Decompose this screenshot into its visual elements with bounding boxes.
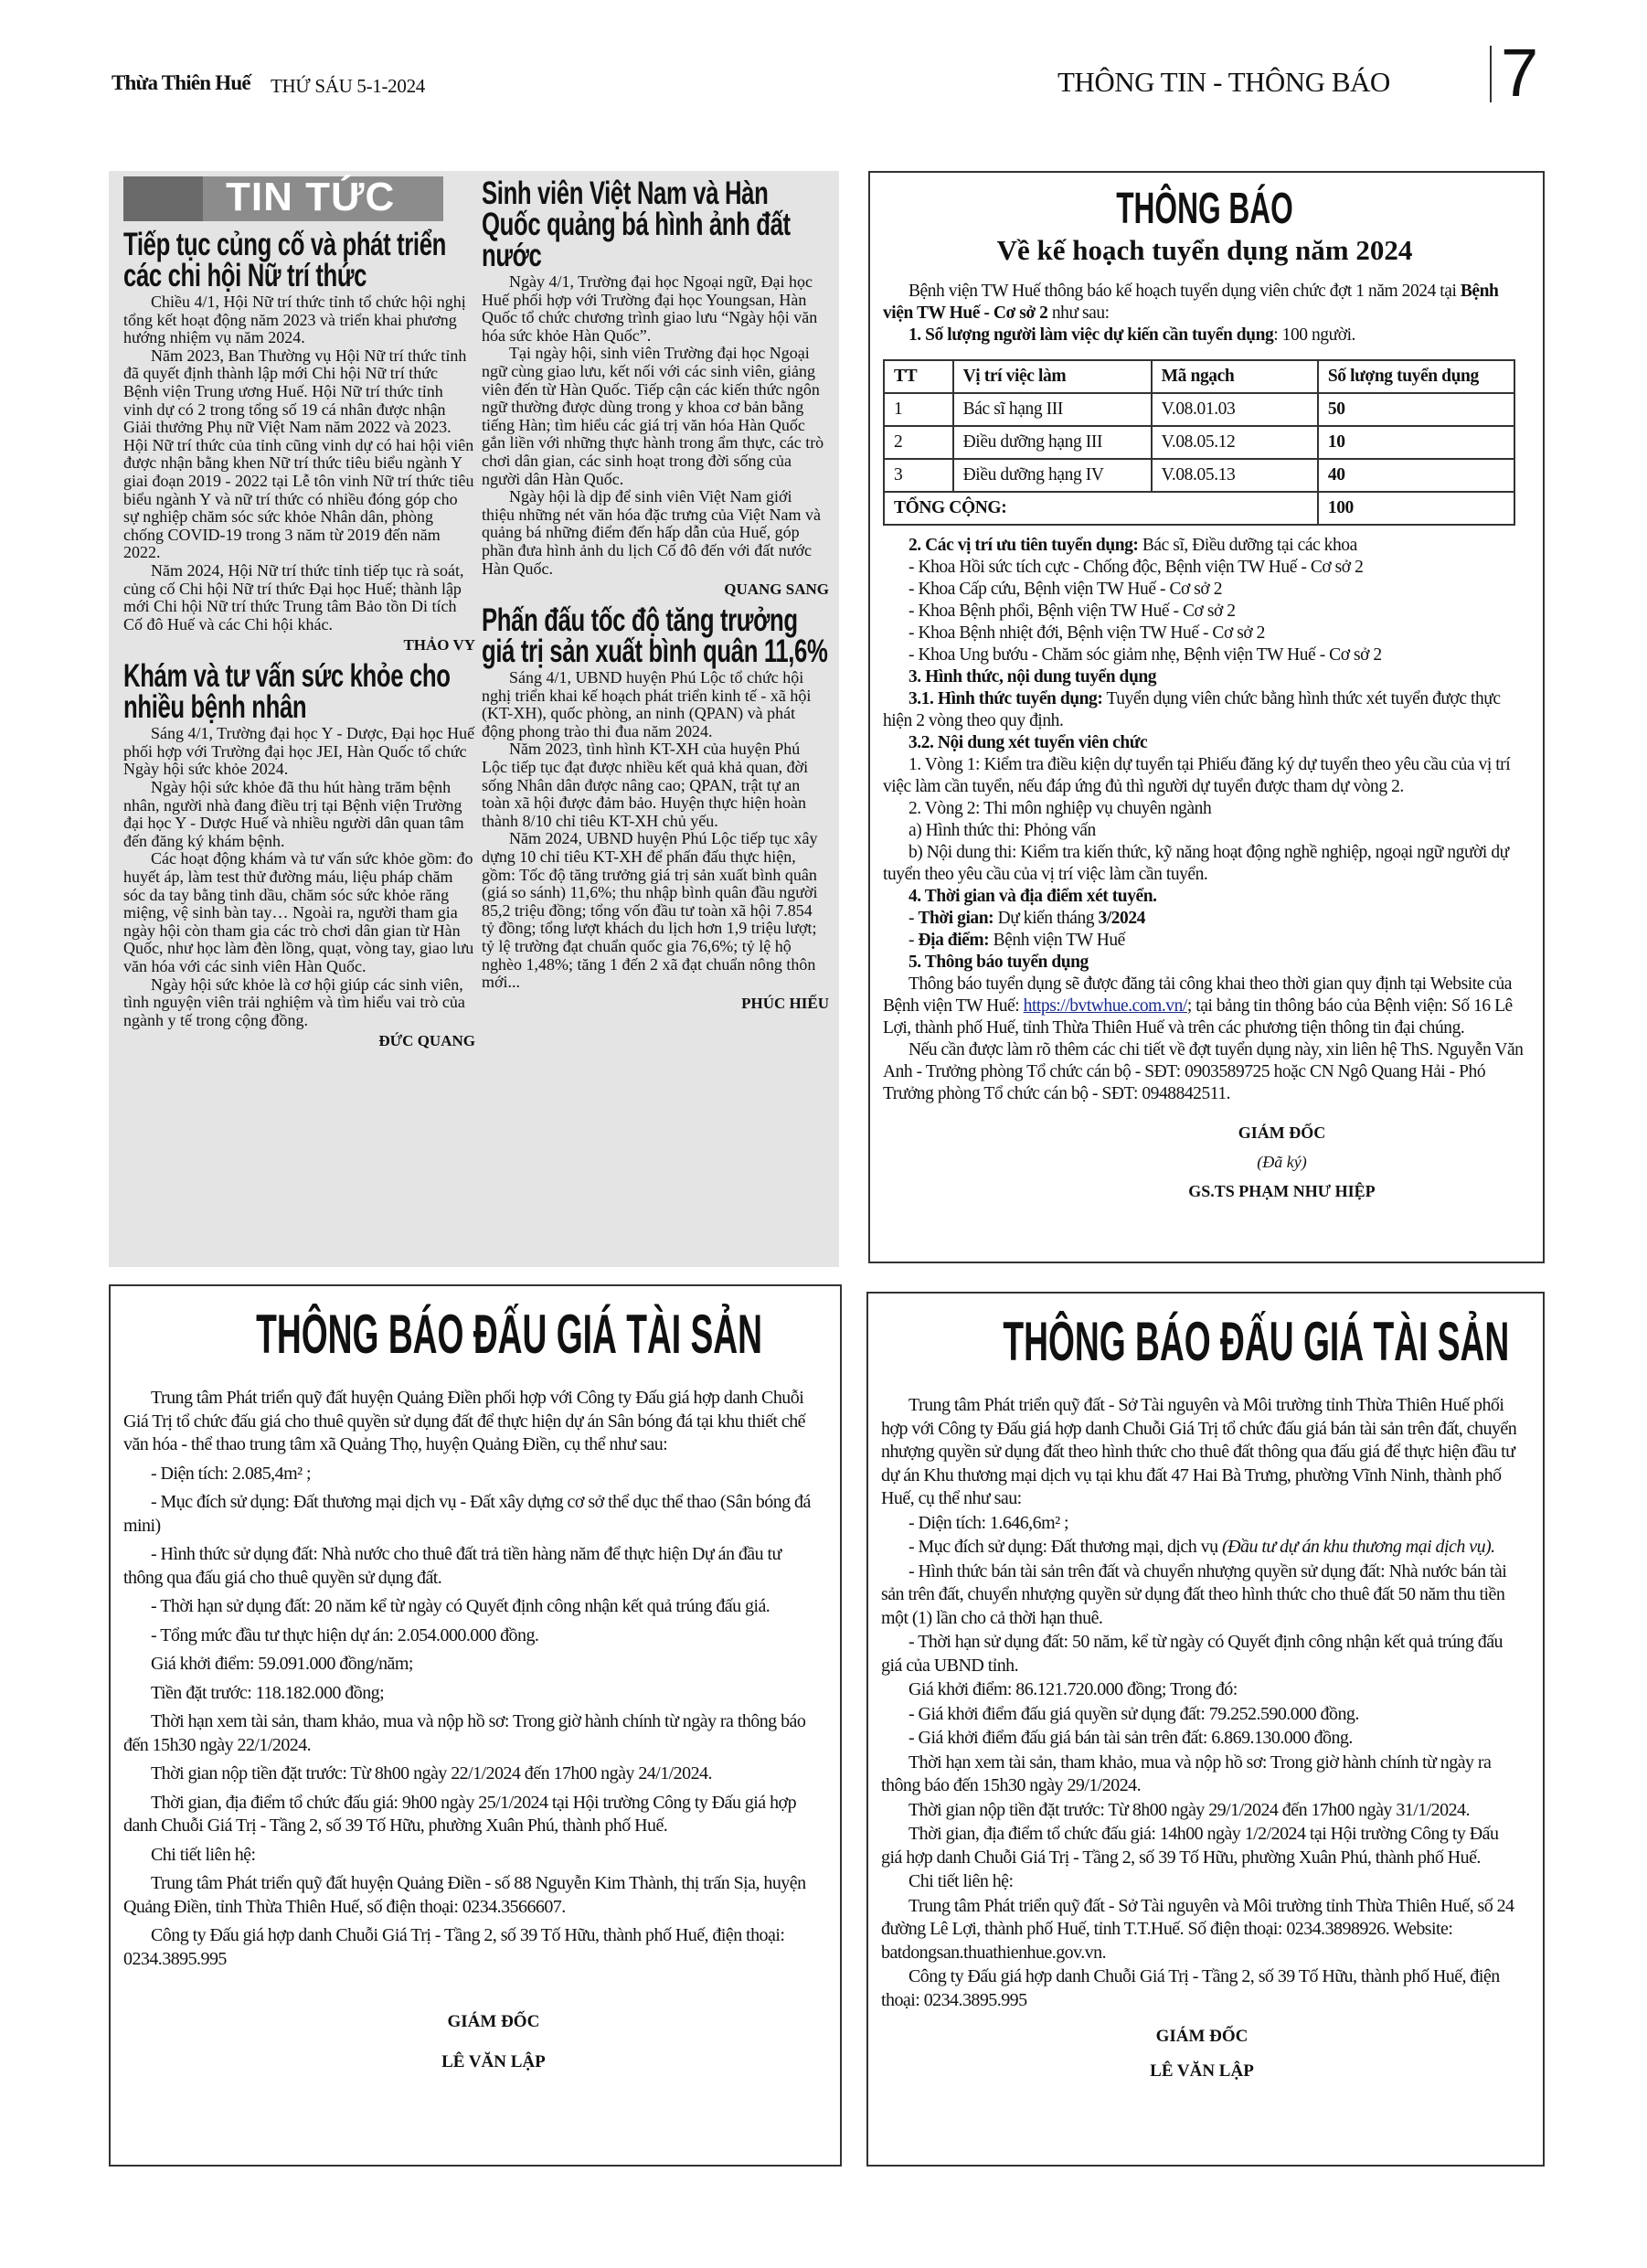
paragraph [881, 1631, 1523, 1677]
paragraph [123, 1653, 822, 1677]
signature-name: LÊ VĂN LẬP [441, 2052, 546, 2071]
paragraph [883, 886, 1526, 908]
paragraph [123, 1710, 822, 1757]
text-segment: Thời gian, địa điểm tổ chức đấu giá: 14h00 ngày 1/2/2024 tại Hội trường Công ty Đấu giá hợp danh Chuỗi Giá Trị - Tầng 2, số 39 Tố Hữu, phường Xuân Phú, thành phố Huế. [881, 1824, 1499, 1868]
text-segment: Thời gian, địa điểm tổ chức đấu giá: 9h00 ngày 25/1/2024 tại Hội trường Công ty Đấu giá hợp danh Chuỗi Giá Trị - Tầng 2, số 39 Tố Hữu, phường Xuân Phú, thành phố Huế. [123, 1792, 797, 1836]
paragraph [123, 1792, 822, 1838]
table-cell: 1 [884, 393, 953, 426]
table-cell: Điều dưỡng hạng IV [953, 459, 1152, 492]
paragraph [881, 1799, 1523, 1823]
paragraph [881, 1870, 1523, 1894]
table-row [884, 426, 1514, 459]
notice-title: THÔNG BÁO [1116, 185, 1293, 233]
paragraph [883, 974, 1526, 1039]
text-segment: 3.2. Nội dung xét tuyển viên chức [909, 733, 1148, 752]
article-paragraph: Ngày 4/1, Trường đại học Ngoại ngữ, Đại học Huế phối hợp với Trường đại học Youngsan, Hàn Quốc tổ chức chương trình giao lưu “Ngày hội văn hóa sức khỏe Hàn Quốc”. [482, 272, 818, 345]
auction-notice-right [866, 1292, 1545, 2167]
news-label-banner [123, 176, 443, 221]
paragraph [123, 1844, 822, 1868]
text-segment: Trung tâm Phát triển quỹ đất huyện Quảng Điền phối hợp với Công ty Đấu giá hợp danh Chuỗi Giá Trị tổ chức đấu giá cho thuê quyền sử dụng đất để thực hiện dự án Sân bóng đá tại khu thiết chế văn hóa - thể thao trung tâm xã Quảng Thọ, huyện Quảng Điền, cụ thể như sau: [123, 1388, 805, 1454]
paragraph [123, 1387, 822, 1457]
page-number: 7 [1501, 35, 1539, 111]
article-byline: PHÚC HIẾU [741, 994, 829, 1012]
text-segment: - Tổng mức đầu tư thực hiện dự án: 2.054.000.000 đồng. [151, 1624, 539, 1645]
table-cell: V.08.05.12 [1152, 426, 1318, 459]
text-segment: Dự kiến tháng [994, 909, 1099, 928]
table-total-value: 100 [1318, 492, 1514, 525]
paragraph [883, 688, 1526, 732]
table-header-cell: Vị trí việc làm [953, 360, 1152, 393]
section-title: THÔNG TIN - THÔNG BÁO [1057, 66, 1390, 98]
paragraph [881, 1895, 1523, 1965]
auction-title: THÔNG BÁO ĐẤU GIÁ TÀI SẢN [256, 1304, 763, 1365]
paragraph [881, 1703, 1523, 1727]
paragraph [881, 1965, 1523, 2012]
paragraph [883, 754, 1526, 798]
text-segment: 3.1. Hình thức tuyển dụng: [909, 689, 1103, 708]
table-cell: Điều dưỡng hạng III [953, 426, 1152, 459]
paragraph [883, 325, 1526, 346]
text-segment: 3/2024 [1098, 909, 1145, 928]
table-cell: V.08.05.13 [1152, 459, 1318, 492]
article-paragraph: Năm 2023, tình hình KT-XH của huyện Phú Lộc tiếp tục đạt được nhiều kết quả khả quan, đời sống Nhân dân được nâng cao; QPAN, trật tự an toàn xã hội được đảm bảo. Huyện thực hiện hoàn thành 8/10 chỉ tiêu KT-XH chủ yếu. [482, 740, 809, 830]
text-segment: Bệnh viện TW Huế thông báo kế hoạch tuyển dụng viên chức đợt 1 năm 2024 tại [909, 282, 1461, 301]
text-segment: - Giá khởi điểm đấu giá bán tài sản trên đất: 6.869.130.000 đồng. [909, 1728, 1353, 1748]
issue-date: THỨ SÁU 5-1-2024 [271, 75, 425, 97]
paragraph [123, 1872, 822, 1919]
paragraph [881, 1678, 1523, 1702]
text-segment: - Mục đích sử dụng: Đất thương mại, dịch vụ [909, 1537, 1223, 1557]
article-paragraph: Tại ngày hội, sinh viên Trường đại học Ngoại ngữ cùng giao lưu, kết nối với các sinh viên, giảng viên đến từ Hàn Quốc. Tiếp cận các kiến thức ngôn ngữ thường được dùng trong y khoa cơ bản bằng tiếng Hàn; tìm hiểu các giá trị văn hóa Hàn Quốc gắn liền với những thực hành trong ẩm thực, các trò chơi dân gian, các sinh hoạt trong đời sống của người dân Hàn Quốc. [482, 344, 824, 488]
text-segment: Thời hạn xem tài sản, tham khảo, mua và nộp hồ sơ: Trong giờ hành chính từ ngày ra thông báo đến 15h30 ngày 29/1/2024. [881, 1752, 1492, 1795]
table-cell: 2 [884, 426, 953, 459]
paragraph [883, 281, 1526, 325]
signature-block [1106, 2019, 1299, 2089]
paragraph [123, 1595, 822, 1619]
article-byline: THẢO VY [403, 636, 475, 655]
signature-role: GIÁM ĐỐC [1155, 2027, 1249, 2046]
paragraph [123, 1491, 822, 1538]
recruitment-table [883, 359, 1515, 526]
news-column-right [482, 178, 829, 1019]
paragraph [881, 1823, 1523, 1869]
text-segment: Giá khởi điểm: 59.091.000 đồng/năm; [151, 1654, 413, 1674]
news-column-left [123, 229, 475, 1057]
text-segment: - [909, 909, 919, 928]
article [123, 658, 475, 1051]
auction-title: THÔNG BÁO ĐẤU GIÁ TÀI SẢN [1003, 1311, 1510, 1372]
table-total-row [884, 492, 1514, 525]
article [482, 178, 829, 600]
article-paragraph: Ngày hội sức khỏe đã thu hút hàng trăm bệnh nhân, người nhà đang điều trị tại Bệnh viện Trường đại học Y - Dược Huế và nhiều người dân quan tâm đến đăng ký khám bệnh. [123, 778, 464, 850]
paragraph [883, 601, 1526, 623]
notice-subtitle: Về kế hoạch tuyển dụng năm 2024 [996, 234, 1413, 266]
text-segment: Bác sĩ, Điều dưỡng tại các khoa [1138, 536, 1357, 555]
paragraph [883, 1039, 1526, 1105]
article-headline: Sinh viên Việt Nam và Hàn Quốc quảng bá hình ảnh đất nước [482, 176, 791, 273]
text-segment: 4. Thời gian và địa điểm xét tuyển. [909, 887, 1157, 906]
paragraph [881, 1512, 1523, 1536]
website-link[interactable]: https://bvtwhue.com.vn/ [1023, 996, 1187, 1016]
paragraph [883, 623, 1526, 644]
text-segment: ; tại bảng tin thông báo của Bệnh viện: Số 16 Lê Lợi, thành phố Huế, tỉnh Thừa Thiên Huế và trên các phương tiện thông tin đại chúng. [883, 996, 1513, 1038]
table-total-label: TỔNG CỘNG: [884, 492, 1318, 525]
text-segment: - Hình thức sử dụng đất: Nhà nước cho thuê đất trả tiền hàng năm để thực hiện Dự án đầu tư thông qua đấu giá cho thuê quyền sử dụng đất. [123, 1544, 781, 1588]
banner-dark-block [123, 176, 203, 221]
signature-note: (Đã ký) [1257, 1153, 1307, 1171]
paragraph [883, 666, 1526, 688]
article [123, 229, 475, 655]
text-segment: - Mục đích sử dụng: Đất thương mại dịch vụ - Đất xây dựng cơ sở thể dục thể thao (Sân bóng đá mini) [123, 1492, 811, 1536]
text-segment: - Khoa Bệnh phổi, Bệnh viện TW Huế - Cơ sở 2 [909, 602, 1236, 621]
table-header-cell: TT [884, 360, 953, 393]
text-segment: a) Hình thức thi: Phỏng vấn [909, 821, 1096, 840]
table-cell: V.08.01.03 [1152, 393, 1318, 426]
text-segment: Giá khởi điểm: 86.121.720.000 đồng; Trong đó: [909, 1679, 1238, 1699]
text-segment: 1. Số lượng người làm việc dự kiến cần tuyển dụng [909, 325, 1274, 345]
text-segment: Tuyển dụng viên chức bằng hình thức xét tuyển được thực hiện 2 vòng theo quy định. [883, 689, 1501, 730]
notice-intro [883, 281, 1526, 346]
text-segment: Tiền đặt trước: 118.182.000 đồng; [151, 1682, 385, 1703]
text-segment: Trung tâm Phát triển quỹ đất - Sở Tài nguyên và Môi trường tỉnh Thừa Thiên Huế phối hợp với Công ty Đấu giá hợp danh Chuỗi Giá Trị tổ chức đấu giá bán tài sản trên đất, chuyển nhượng quyền sử dụng đất theo hình thức cho thuê đất thông qua đấu giá để thực hiện đầu tư dự án Khu thương mại dịch vụ tại khu đất 47 Hai Bà Trưng, phường Vĩnh Ninh, thành phố Huế, cụ thể như sau: [881, 1395, 1517, 1508]
text-segment: Chi tiết liên hệ: [151, 1844, 256, 1865]
paragraph [883, 644, 1526, 666]
article-byline: ĐỨC QUANG [378, 1032, 475, 1050]
table-header-row [884, 360, 1514, 393]
text-segment: Nếu cần được làm rõ thêm các chi tiết về đợt tuyển dụng này, xin liên hệ ThS. Nguyễn Văn Anh - Trưởng phòng Tổ chức cán bộ - SĐT: 0903589725 hoặc CN Ngô Quang Hải - Phó Trưởng phòng Tổ chức cán bộ - SĐT: 0948842511. [883, 1040, 1524, 1103]
text-segment: - Hình thức bán tài sản trên đất và chuyển nhượng quyền sử dụng đất: Nhà nước bán tài sản trên đất, chuyển nhượng quyền sử dụng đất theo hình thức cho thuê đất 50 năm thu tiền một (1) lần cho cả thời hạn thuê. [881, 1560, 1507, 1628]
text-segment: b) Nội dung thi: Kiểm tra kiến thức, kỹ năng hoạt động nghề nghiệp, ngoại ngữ người dự tuyển theo yêu cầu của vị trí việc làm cần tuyển. [883, 843, 1509, 884]
header-divider [1490, 46, 1492, 102]
newspaper-name: Thừa Thiên Huế [112, 71, 250, 94]
article-headline: Phấn đấu tốc độ tăng trưởng giá trị sản xuất bình quân 11,6% [482, 602, 828, 670]
paragraph [883, 952, 1526, 974]
signature-block [388, 2002, 598, 2082]
paragraph [881, 1727, 1523, 1751]
article-paragraph: Ngày hội sức khỏe là cơ hội giúp các sinh viên, tình nguyện viên trải nghiệm và tìm hiểu vai trò của ngành y tế trong cộng đồng. [123, 974, 465, 1029]
text-segment: Thời gian nộp tiền đặt trước: Từ 8h00 ngày 29/1/2024 đến 17h00 ngày 31/1/2024. [909, 1799, 1470, 1820]
text-segment: (Đầu tư dự án khu thương mại dịch vụ). [1222, 1537, 1495, 1557]
paragraph [123, 1682, 822, 1706]
table-row [884, 459, 1514, 492]
text-segment: 2. Các vị trí ưu tiên tuyển dụng: [909, 536, 1139, 555]
article-headline: Tiếp tục củng cố và phát triển các chi hội Nữ trí thức [123, 227, 446, 293]
article-paragraph: Năm 2024, UBND huyện Phú Lộc tiếp tục xây dựng 10 chỉ tiêu KT-XH để phấn đấu thực hiện, gồm: Tốc độ tăng trưởng giá trị sản xuất bình quân (giá so sánh) 11,6%; thu nhập bình quân đầu người 85,2 triệu đồng; tổng vốn đầu tư toàn xã hội 7.854 tỷ đồng; tổng lượt khách du lịch hơn 1,9 triệu lượt; tỷ lệ trường đạt chuẩn quốc gia 76,6%; tỷ lệ hộ nghèo 1,48%; tăng 1 đến 2 xã đạt chuẩn nông thôn mới... [482, 829, 818, 992]
paragraph [123, 1924, 822, 1971]
paragraph [881, 1394, 1523, 1511]
text-segment: Trung tâm Phát triển quỹ đất huyện Quảng Điền - số 88 Nguyễn Kim Thành, thị trấn Sịa, huyện Quảng Điền, tỉnh Thừa Thiên Huế, số điện thoại: 0234.3566607. [123, 1873, 806, 1917]
article-paragraph: Sáng 4/1, Trường đại học Y - Dược, Đại học Huế phối hợp với Trường đại học JEI, Hàn Quốc tổ chức Ngày hội sức khỏe 2024. [123, 724, 475, 779]
article-paragraph: Chiều 4/1, Hội Nữ trí thức tỉnh tổ chức hội nghị tổng kết hoạt động năm 2023 và triển khai phương hướng nhiệm vụ năm 2024. [123, 293, 466, 347]
text-segment: 5. Thông báo tuyển dụng [909, 953, 1089, 972]
article [482, 602, 829, 1014]
paragraph [123, 1624, 822, 1648]
article-paragraph: Năm 2024, Hội Nữ trí thức tỉnh tiếp tục rà soát, củng cố Chi hội Nữ trí thức Đại học Huế; thành lập mới Chi hội Nữ trí thức Trung tâm Bảo tồn Di tích Cố đô Huế và các Chi hội khác. [123, 560, 464, 634]
text-segment: - Khoa Hồi sức tích cực - Chống độc, Bệnh viện TW Huế - Cơ sở 2 [909, 558, 1364, 577]
text-segment: Trung tâm Phát triển quỹ đất - Sở Tài nguyên và Môi trường tỉnh Thừa Thiên Huế, số 24 đường Lê Lợi, thành phố Huế, tỉnh T.T.Huế. Số điện thoại: 0234.3898926. Website: batdongsan.thuathienhue.gov.vn. [881, 1895, 1514, 1963]
table-cell: 50 [1318, 393, 1514, 426]
signature-name: GS.TS PHẠM NHƯ HIỆP [1188, 1182, 1376, 1200]
text-segment: - Diện tích: 2.085,4m² ; [151, 1463, 311, 1484]
text-segment: - Thời hạn sử dụng đất: 50 năm, kể từ ngày có Quyết định công nhận kết quả trúng đấu giá của UBND tỉnh. [881, 1632, 1503, 1676]
article-paragraph: Sáng 4/1, UBND huyện Phú Lộc tổ chức hội nghị triển khai kế hoạch phát triển kinh tế - xã hội (KT-XH), quốc phòng, an ninh (QPAN) và phát động phong trào thi đua năm 2024. [482, 668, 812, 740]
signature-role: GIÁM ĐỐC [1238, 1123, 1326, 1142]
auction-notice-left [109, 1284, 842, 2167]
text-segment: Bệnh viện TW Huế - Cơ sở 2 [883, 282, 1499, 323]
signature-block [1153, 1118, 1411, 1206]
news-label: TIN TỨC [226, 175, 396, 219]
paragraph [881, 1560, 1523, 1631]
text-segment: Thông báo tuyển dụng sẽ được đăng tải công khai theo thời gian quy định tại Website của Bệnh viện TW Huế: [883, 974, 1513, 1016]
text-segment: Địa điểm: [918, 931, 990, 950]
paragraph [883, 842, 1526, 886]
text-segment: - Khoa Bệnh nhiệt đới, Bệnh viện TW Huế - Cơ sở 2 [909, 623, 1265, 643]
paragraph [883, 930, 1526, 952]
news-section [109, 171, 839, 1267]
signature-role: GIÁM ĐỐC [447, 2012, 540, 2031]
notice-body [883, 535, 1526, 1105]
article-paragraph: Ngày hội là dịp để sinh viên Việt Nam giới thiệu những nét văn hóa đặc trưng của Việt Nam và quảng bá những điểm đến hấp dẫn của Huế, góp phần đưa hình ảnh du lịch Cố đô đến với đất nước Hàn Quốc. [482, 487, 821, 578]
paragraph [883, 535, 1526, 557]
text-segment: Thời gian: [918, 909, 994, 928]
text-segment: - Giá khởi điểm đấu giá quyền sử dụng đất: 79.252.590.000 đồng. [909, 1703, 1359, 1724]
text-segment: - Thời hạn sử dụng đất: 20 năm kể từ ngày có Quyết định công nhận kết quả trúng đấu giá. [151, 1596, 770, 1616]
article-byline: QUANG SANG [724, 580, 829, 599]
paragraph [883, 820, 1526, 842]
table-header-cell: Mã ngạch [1152, 360, 1318, 393]
text-segment: - Diện tích: 1.646,6m² ; [909, 1512, 1068, 1533]
text-segment: Công ty Đấu giá hợp danh Chuỗi Giá Trị - Tầng 2, số 39 Tố Hữu, thành phố Huế, điện thoại: 0234.3895.995 [881, 1966, 1500, 2010]
recruitment-notice [868, 171, 1545, 1263]
text-segment: - Khoa Cấp cứu, Bệnh viện TW Huế - Cơ sở 2 [909, 580, 1223, 599]
paragraph [881, 1536, 1523, 1560]
table-row [884, 393, 1514, 426]
table-header-cell: Số lượng tuyển dụng [1318, 360, 1514, 393]
table-cell: 10 [1318, 426, 1514, 459]
article-paragraph: Năm 2023, Ban Thường vụ Hội Nữ trí thức tỉnh đã quyết định thành lập mới Chi hội Nữ trí thức Bệnh viện Trung ương Huế. Hội Nữ trí thức tỉnh vinh dự có 2 trong tổng số 19 cá nhân được nhận Giải thưởng Phụ nữ Việt Nam năm 2022 và 2023. Hội Nữ trí thức của tỉnh cũng vinh dự có hai hội viên được nhận bằng khen Nữ trí thức tiêu biểu ngành Y giai đoạn 2019 - 2022 tại Lễ tôn vinh Nữ trí thức tiêu biểu ngành Y và nữ trí thức có nhiều đóng góp cho sự nghiệp chăm sóc sức khỏe Nhân dân, phòng chống COVID-19 trong 3 năm từ 2019 đến năm 2022. [123, 346, 474, 562]
article-headline: Khám và tư vấn sức khỏe cho nhiều bệnh nhân [123, 658, 451, 726]
paragraph [881, 1752, 1523, 1798]
text-segment: Thời hạn xem tài sản, tham khảo, mua và nộp hồ sơ: Trong giờ hành chính từ ngày ra thông báo đến 15h30 ngày 22/1/2024. [123, 1711, 806, 1755]
paragraph [883, 579, 1526, 601]
text-segment: Chi tiết liên hệ: [909, 1871, 1014, 1891]
article-paragraph: Các hoạt động khám và tư vấn sức khỏe gồm: đo huyết áp, làm test thử đường máu, liệu pháp chăm sóc da tay bằng tinh dầu, chăm sóc sức khỏe răng miệng, vệ sinh bàn tay… Ngoài ra, người tham gia ngày hội còn tham gia các trò chơi dân gian từ Hàn Quốc, như học làm đèn lồng, quạt, vòng tay, giao lưu văn hóa với các sinh viên Hàn Quốc. [123, 849, 474, 975]
table-cell: Bác sĩ hạng III [953, 393, 1152, 426]
paragraph [883, 732, 1526, 754]
paragraph [883, 798, 1526, 820]
table-cell: 40 [1318, 459, 1514, 492]
paragraph [123, 1463, 822, 1486]
paragraph [123, 1543, 822, 1590]
text-segment: Thời gian nộp tiền đặt trước: Từ 8h00 ngày 22/1/2024 đến 17h00 ngày 24/1/2024. [151, 1763, 712, 1784]
text-segment: 3. Hình thức, nội dung tuyển dụng [909, 667, 1157, 687]
signature-name: LÊ VĂN LẬP [1150, 2061, 1254, 2081]
text-segment: Công ty Đấu giá hợp danh Chuỗi Giá Trị - Tầng 2, số 39 Tố Hữu, thành phố Huế, điện thoại: 0234.3895.995 [123, 1925, 785, 1969]
table-cell: 3 [884, 459, 953, 492]
text-segment: 1. Vòng 1: Kiểm tra điều kiện dự tuyển tại Phiếu đăng ký dự tuyển theo yêu cầu của vị trí việc làm cần tuyển, nếu đáp ứng đủ thì người dự tuyển được tham dự vòng 2. [883, 755, 1511, 796]
text-segment: : 100 người. [1273, 325, 1355, 345]
paragraph [883, 908, 1526, 930]
paragraph [883, 557, 1526, 579]
paragraph [123, 1762, 822, 1786]
text-segment: - [909, 931, 919, 950]
text-segment: Bệnh viện TW Huế [989, 931, 1125, 950]
text-segment: - Khoa Ung bướu - Chăm sóc giảm nhẹ, Bệnh viện TW Huế - Cơ sở 2 [909, 645, 1382, 665]
text-segment: như sau: [1047, 303, 1110, 323]
text-segment: 2. Vòng 2: Thi môn nghiệp vụ chuyên ngành [909, 799, 1212, 818]
